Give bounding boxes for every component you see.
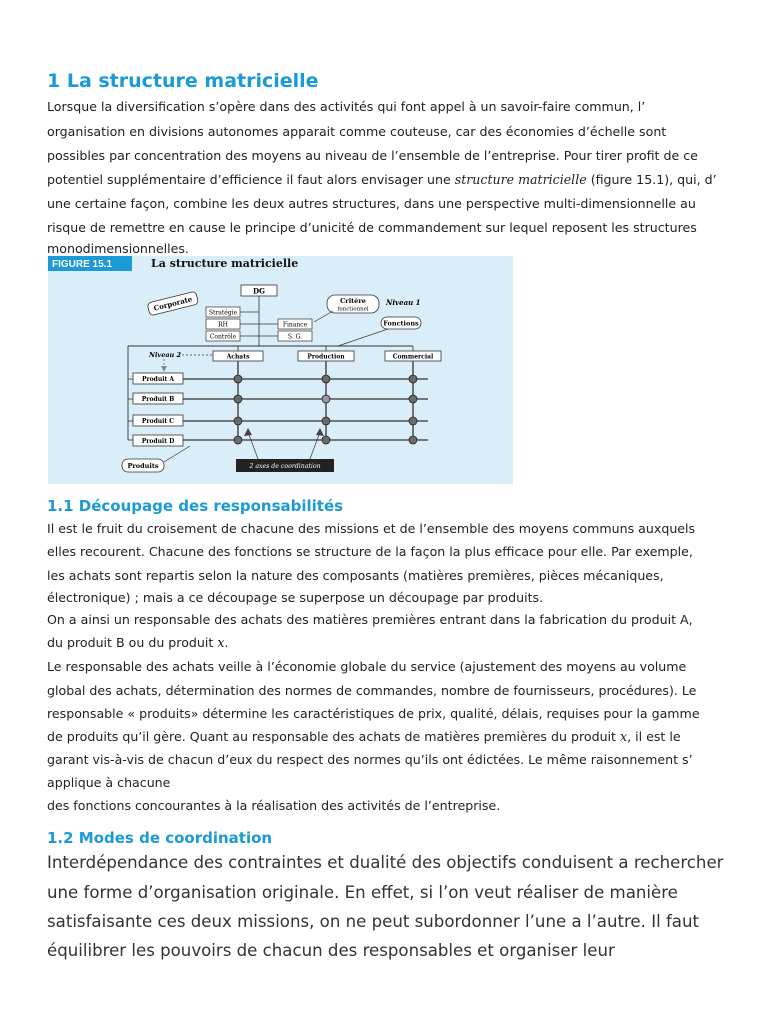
text: potentiel supplémentaire d’efficience il faut alors envisager une <box>47 172 455 187</box>
paragraph-line: organisation en divisions autonomes apparait comme couteuse, car des économies d’échelle sont <box>47 124 667 139</box>
paragraph-line <box>47 635 228 650</box>
niveau1-label: Niveau 1 <box>386 298 421 307</box>
product-row-c <box>128 415 428 426</box>
niveau2-label: Niveau 2 <box>149 351 182 359</box>
emphasis-structure-matricielle: structure matricielle <box>454 172 587 187</box>
critere-label: Critère <box>340 297 366 305</box>
produits-label: Produits <box>127 462 159 470</box>
product-label: Produit C <box>141 418 175 425</box>
staff-label: RH <box>218 321 228 329</box>
emphasis-x: x <box>620 729 628 744</box>
paragraph-line: électronique) ; mais a ce découpage se superpose un découpage par produits. <box>47 590 544 605</box>
paragraph-line: Il est le fruit du croisement de chacune des missions et de l’ensemble des moyens communs auxquels <box>47 521 696 536</box>
corporate-label: Corporate <box>152 294 194 313</box>
dg-label: DG <box>252 286 266 296</box>
function-label: Production <box>307 353 345 361</box>
paragraph-line-large: une forme d’organisation originale. En effet, si l’on veut réaliser de manière <box>47 883 678 902</box>
section-title-decoupage: 1.1 Découpage des responsabilités <box>47 497 344 515</box>
fonctions-label: Fonctions <box>383 319 419 328</box>
paragraph-line <box>47 729 681 744</box>
paragraph-line: une certaine façon, combine les deux autres structures, dans une perspective multi-dimensionnelle au <box>47 196 696 211</box>
text: . <box>224 635 229 650</box>
product-label: Produit D <box>141 438 175 445</box>
function-label: Commercial <box>392 353 434 361</box>
paragraph-line: Le responsable des achats veille à l’économie globale du service (ajustement des moyens au volume <box>47 659 687 674</box>
paragraph-line: applique à chacune <box>47 775 171 790</box>
function-label: Achats <box>226 353 250 361</box>
paragraph-line-large: Interdépendance des contraintes et dualité des objectifs conduisent a rechercher <box>47 853 724 872</box>
matrix-diagram <box>48 256 513 484</box>
text: de produits qu’il gère. Quant au responsable des achats de matières premières du produit <box>47 729 620 744</box>
paragraph-line: les achats sont repartis selon la nature des composants (matières premières, pièces mécaniques, <box>47 568 664 583</box>
paragraph-line: global des achats, détermination des normes de commandes, nombre de fournisseurs, procédures). Le <box>47 683 697 698</box>
paragraph-line: On a ainsi un responsable des achats des matières premières entrant dans la fabrication du produit A, <box>47 612 693 627</box>
figure-title: La structure matricielle <box>151 257 299 270</box>
paragraph-line-large: satisfaisante ces deux missions, on ne peut subordonner l’une a l’autre. Il faut <box>47 912 700 931</box>
text: du produit B ou du produit <box>47 635 218 650</box>
staff-label: S. G. <box>287 333 303 341</box>
product-row-a <box>128 373 428 384</box>
paragraph-line-large: équilibrer les pouvoirs de chacun des responsables et organiser leur <box>47 941 615 960</box>
paragraph-line: des fonctions concourantes à la réalisation des activités de l’entreprise. <box>47 798 501 813</box>
critere-label-2: fonctionnel <box>337 306 369 313</box>
paragraph-line: Lorsque la diversification s’opère dans des activités qui font appel à un savoir-faire commun, l’ <box>47 99 646 114</box>
product-row-b <box>128 393 428 404</box>
emphasis-x: x <box>217 635 225 650</box>
paragraph-line: risque de remettre en cause le principe d’unicité de commandement sur lequel reposent les structures <box>47 220 697 235</box>
staff-label: Stratégie <box>208 309 238 317</box>
section-title-structure-matricielle: 1 La structure matricielle <box>47 70 319 92</box>
section-title-coordination: 1.2 Modes de coordination <box>47 829 273 847</box>
axes-label: 2 axes de coordination <box>249 463 321 470</box>
product-label: Produit B <box>141 396 175 403</box>
text: , il est le <box>627 729 681 744</box>
paragraph-line: elles recourent. Chacune des fonctions se structure de la façon la plus efficace pour elle. Par exemple, <box>47 544 693 559</box>
figure-label: FIGURE 15.1 <box>52 259 113 270</box>
paragraph-line: possibles par concentration des moyens au niveau de l’ensemble de l’entreprise. Pour tirer profit de ce <box>47 148 698 163</box>
paragraph-line: garant vis-à-vis de chacun d’eux du respect des normes qu’ils ont édictées. Le même raisonnement s’ <box>47 752 693 767</box>
paragraph-line <box>47 172 717 187</box>
product-label: Produit A <box>141 376 175 383</box>
product-row-d <box>128 435 428 446</box>
staff-label: Contrôle <box>209 333 237 341</box>
text: (figure 15.1), qui, d’ <box>586 172 717 187</box>
corporate-tag <box>147 291 199 316</box>
paragraph-line: monodimensionnelles. <box>47 241 189 256</box>
staff-label: Finance <box>282 321 308 329</box>
paragraph-line: responsable « produits» détermine les caractéristiques de prix, qualité, délais, requises pour la gamme <box>47 706 700 721</box>
figure-15-1 <box>48 256 513 484</box>
